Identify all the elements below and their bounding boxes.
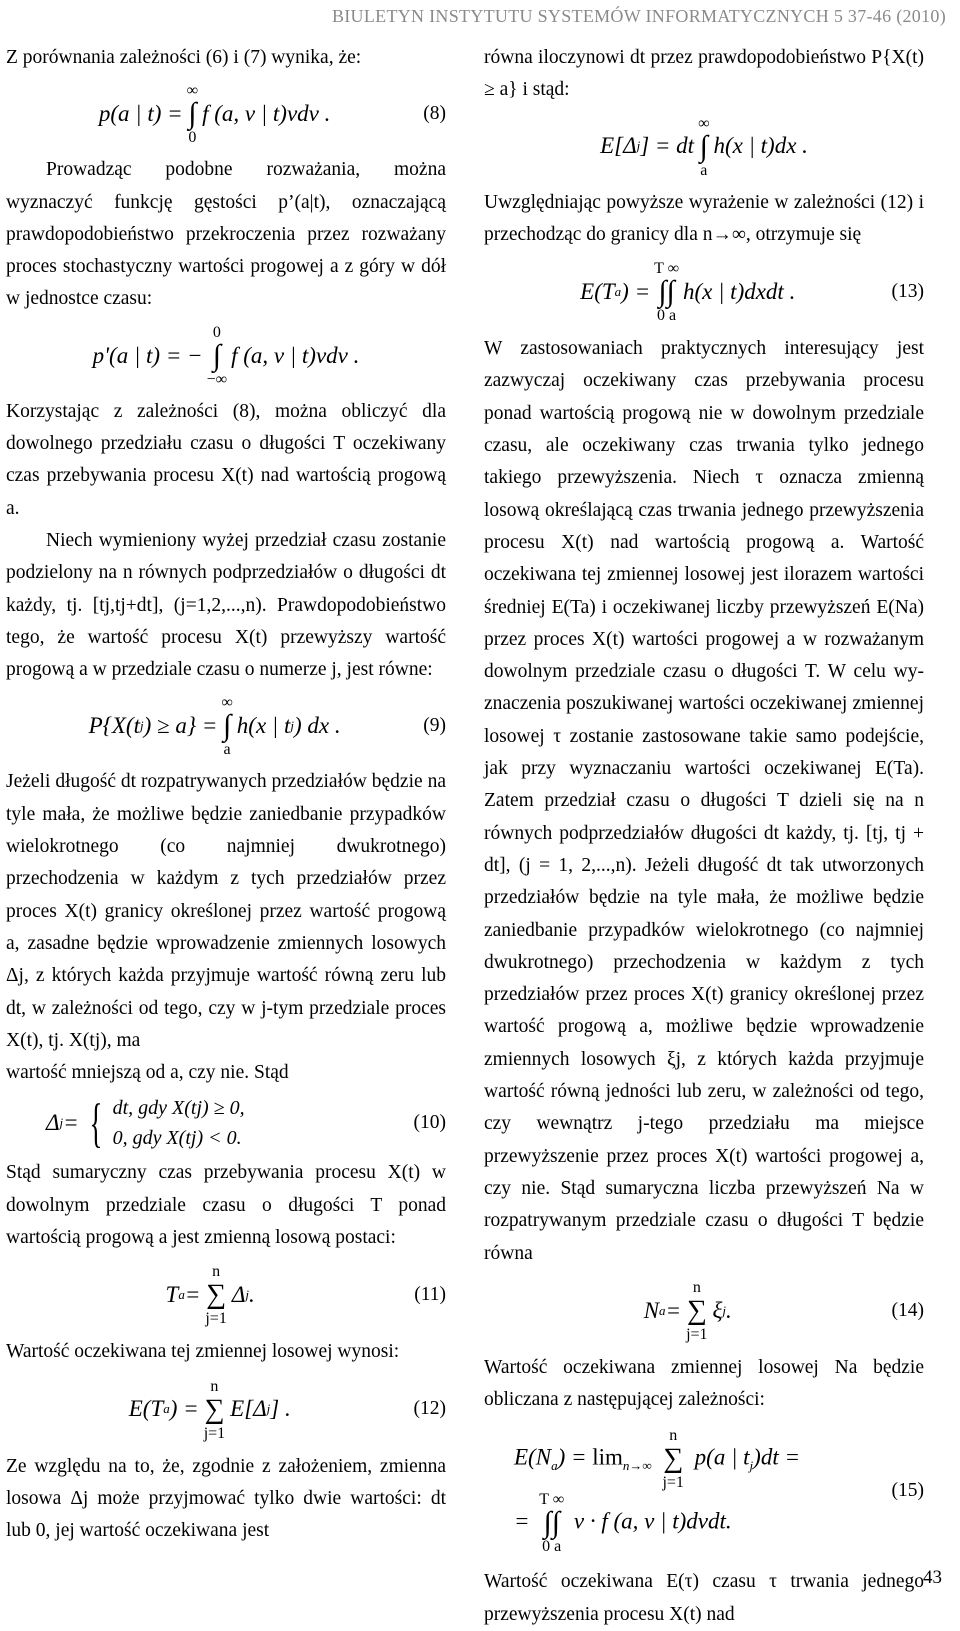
case-line: dt, gdy X(tj) ≥ 0, <box>112 1097 245 1120</box>
paragraph: Ze względu na to, że, zgodnie z założeniem, zmienna losowa Δj może przyjmować tylko dwie wartości: dt lub 0, jej wartość oczekiwana jest <box>6 1455 446 1542</box>
paragraph: Korzystając z zależności (8), można obliczyć dla dowolnego przedziału czasu o długości T oczekiwany czas przebywania procesu X(t) nad wartością progową a. <box>6 400 446 519</box>
paragraph: W zastosowaniach praktycznych interesujący jest zazwyczaj oczekiwany czas przebywania procesu ponad wartością progową nie w dowolnym przedziale czasu, ale oczekiwany czas trwania tylko jednego takiego przewyższenia. Niech τ oznacza zmienną losową określającą czas trwania jednego przewyższenia procesu X(t) nad wartością progową a. Wartość oczekiwana tej zmiennej losowej jest ilorazem wartości średniej E(Ta) i oczekiwanej liczby przewyższeń E(Na) przez proces X(t) wartości progowej a w rozważanym dowolnym przedziale czasu o długości T. W celu wy-znaczenia poszukiwanej wartości oczekiwanej zmiennej losowej τ zostanie zastosowane takie samo podejście, jak przy wyznaczaniu wartości oczekiwanej E(Ta). Zatem przedział czasu o długości T dzieli się na n równych podprzedziałów długości dt każdy, tj. [tj, tj + dt], (j = 1, 2,...,n). Jeżeli długość dt tak utworzonych przedziałów będzie na tyle mała, że możliwe będzie zaniedbanie przypadków wielokrotnego (co najmniej dwukrotnego) przechodzenia w każdym z tych przedziałów przez proces X(t) granicy określonej przez wartość progową a, możliwe będzie wprowadzenie zmiennych losowych ξj, z których każda przyjmuje wartość równą jedności lub zeru, w zależności od tego, czy wewnątrz j-tego przedziału ma miejsce przewyższenie przez proces X(t) wartości progowej a, czy nie. Stąd sumaryczna liczba przewyższeń Na w rozpatrywanym przedziale czasu o długości T będzie równa <box>484 338 924 1264</box>
equation-number: (10) <box>413 1112 446 1134</box>
paragraph: Jeżeli długość dt rozpatrywanych przedziałów będzie na tyle mała, że możliwe będzie zaniedbanie przypadków wielokrotnego (co najmniej dwukrotnego) przechodzenia w każdym z tych przedziałów przez proces X(t) granicy określonej przez wartość progową a, zasadne będzie wprowadzenie zmiennych losowych Δj, z których każda przyjmuje wartość równą zeru lub dt, w zależności od tego, czy w j-tym przedziale proces X(t), tj. X(tj), ma <box>6 771 446 1051</box>
right-column <box>484 42 924 1631</box>
equation-number: (8) <box>423 103 446 125</box>
paragraph: Wartość oczekiwana tej zmiennej losowej wynosi: <box>6 1341 400 1363</box>
equation-number: (13) <box>891 281 924 303</box>
equation-13: E(T a ) = T ∞ ∫∫ 0 a h(x | t)dxdt . (13) <box>580 260 924 325</box>
equation-number: (11) <box>414 1284 446 1306</box>
paragraph: Wartość oczekiwana E(τ) czasu τ trwania jednego przewyższenia procesu X(t) nad <box>484 1571 924 1625</box>
paragraph: Niech wymieniony wyżej przedział czasu zostanie podzielony na n równych podprzedziałów o długości dt każdy, tj. [tj,tj+dt], (j=1,2,...,n). Prawdopodobieństwo tego, że wartość procesu X(t) przewyższy wartość progową a w przedziale czasu o numerze j, jest równe: <box>6 529 446 681</box>
equation-unnumbered: p'(a | t) = − 0 ∫ −∞ f (a, v | t)vdv . <box>92 323 360 388</box>
paragraph: Wartość oczekiwana zmiennej losowej Na będzie obliczana z następującej zależności: <box>484 1356 924 1411</box>
paragraph: Prowadząc podobne rozważania, można wyznaczyć funkcję gęstości p’(a|t), oznaczającą prawdopodobieństwo przekroczenia przez rozważany proces stochastyczny wartości progowej a z góry w dół w jednostce czasu: <box>6 159 446 310</box>
equation-number: (14) <box>891 1299 924 1321</box>
equation-number: (9) <box>423 715 446 737</box>
equation-15: $E(N_a) = \lim_{n\to\infty}$ n ∑ j=1 p(a | $t_j)dt$ = = T ∞ ∫∫ 0 a v · f (a, v | t)dvdt. (15) <box>514 1427 924 1556</box>
equation-8: p(a | t) = ∞ ∫ 0 f (a, v | t)vdv . (8) <box>98 82 446 147</box>
equation-9: P{X(t j ) ≥ a} = ∞ ∫ a h(x | t j ) dx . (9) <box>88 694 446 759</box>
equation-12: E(T a ) = n ∑ j=1 E[Δ j ] . (12) <box>128 1377 446 1442</box>
case-line: 0, gdy X(tj) < 0. <box>112 1127 242 1150</box>
equation-10: Δ j = { dt, gdy X(tj) ≥ 0, 0, gdy X(tj) < 0. (10) <box>46 1093 446 1154</box>
page-number: 43 <box>923 1567 942 1588</box>
equation-14: N a = n ∑ j=1 ξ j . (14) <box>643 1278 924 1343</box>
paragraph: Stąd sumaryczny czas przebywania procesu X(t) w dowolnym przedziale czasu o długości T ponad wartością progową a jest zmienną losową postaci: <box>6 1162 446 1249</box>
journal-header: BIULETYN INSTYTUTU SYSTEMÓW INFORMATYCZNYCH 5 37-46 (2010) <box>331 6 946 26</box>
equation-unnumbered: E[Δ j ] = dt ∞ ∫ a h(x | t)dx . <box>600 114 808 179</box>
paragraph: równa iloczynowi dt przez prawdopodobieństwo P{X(t) ≥ a} i stąd: <box>484 47 924 101</box>
equation-number: (12) <box>413 1398 446 1420</box>
paragraph: Z porównania zależności (6) i (7) wynika, że: <box>6 47 362 68</box>
paragraph: Uwzględniając powyższe wyrażenie w zależności (12) i przechodząc do granicy dla n→∞, otrzymuje się <box>484 191 924 245</box>
equation-11: T a = n ∑ j=1 Δ j . (11) <box>165 1263 446 1328</box>
left-column <box>6 42 446 1548</box>
equation-number: (15) <box>891 1480 924 1502</box>
paragraph: wartość mniejszą od a, czy nie. Stąd <box>6 1062 289 1084</box>
